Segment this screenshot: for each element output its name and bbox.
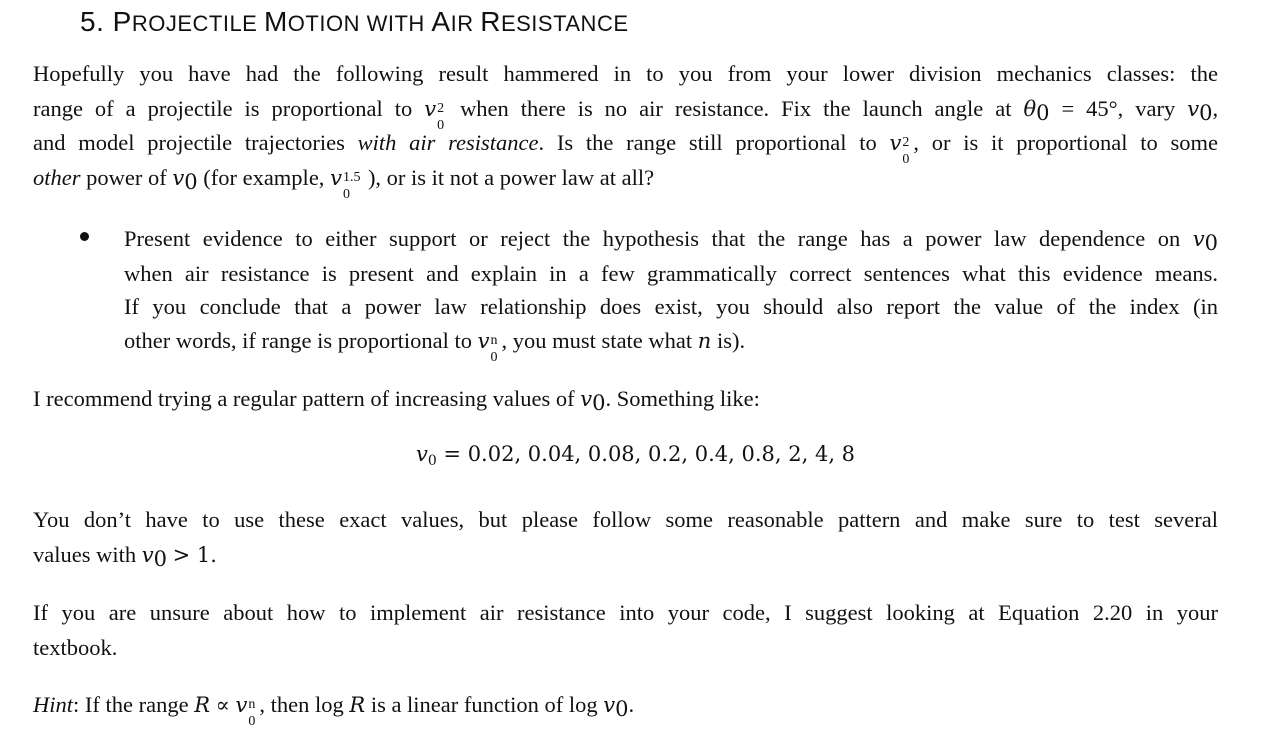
section-number: 5. <box>80 6 105 37</box>
values-note-paragraph: You don’t have to use these exact values, but please follow some reasonable pattern and make sure to test several values with $v_0 > 1$. <box>33 507 1218 571</box>
section-heading <box>80 6 629 38</box>
bullet-marker <box>80 232 89 241</box>
hint-label: Hint <box>33 692 74 717</box>
air-resistance-paragraph: If you are unsure about how to implement air resistance into your code, I suggest looking at Equation 2.20 in your textbook. <box>33 600 1218 660</box>
recommend-paragraph: I recommend trying a regular pattern of increasing values of $v_0$. Something like: <box>33 386 760 415</box>
intro-paragraph: Hopefully you have had the following result hammered in to you from your lower division mechanics classes: the range of a projectile is proportional to v 2 0 when there is no air resistance. Fix the launch angle at $\theta_0 = 45^\circ$, vary $v_0$, and model projectile trajectories with air resistance. Is the range still proportional to v 2 0 , or is it proportional to some other power of $v_0$ (for example, v 1.5 0 ), or is it not a power law at all? <box>33 61 1219 202</box>
v0-values-equation: $v_0 = 0.02$, 0.04, 0.08, 0.2, 0.4, 0.8, 2, 4, 8 <box>415 442 856 469</box>
section-title: PROJECTILE MOTION WITH AIR RESISTANCE <box>112 6 629 37</box>
hint-paragraph: Hint: If the range R ∝ v n 0 , then log R is a linear function of $\log v_0$. <box>33 692 635 729</box>
bullet-item: Present evidence to either support or reject the hypothesis that the range has a power law dependence on $v_0$ when air resistance is present and explain in a few grammatically correct sentences what this evidence means. If you conclude that a power law relationship does exist, you should also report the value of the index (in other words, if range is proportional to v n 0 , you must state what n is). <box>124 226 1219 365</box>
